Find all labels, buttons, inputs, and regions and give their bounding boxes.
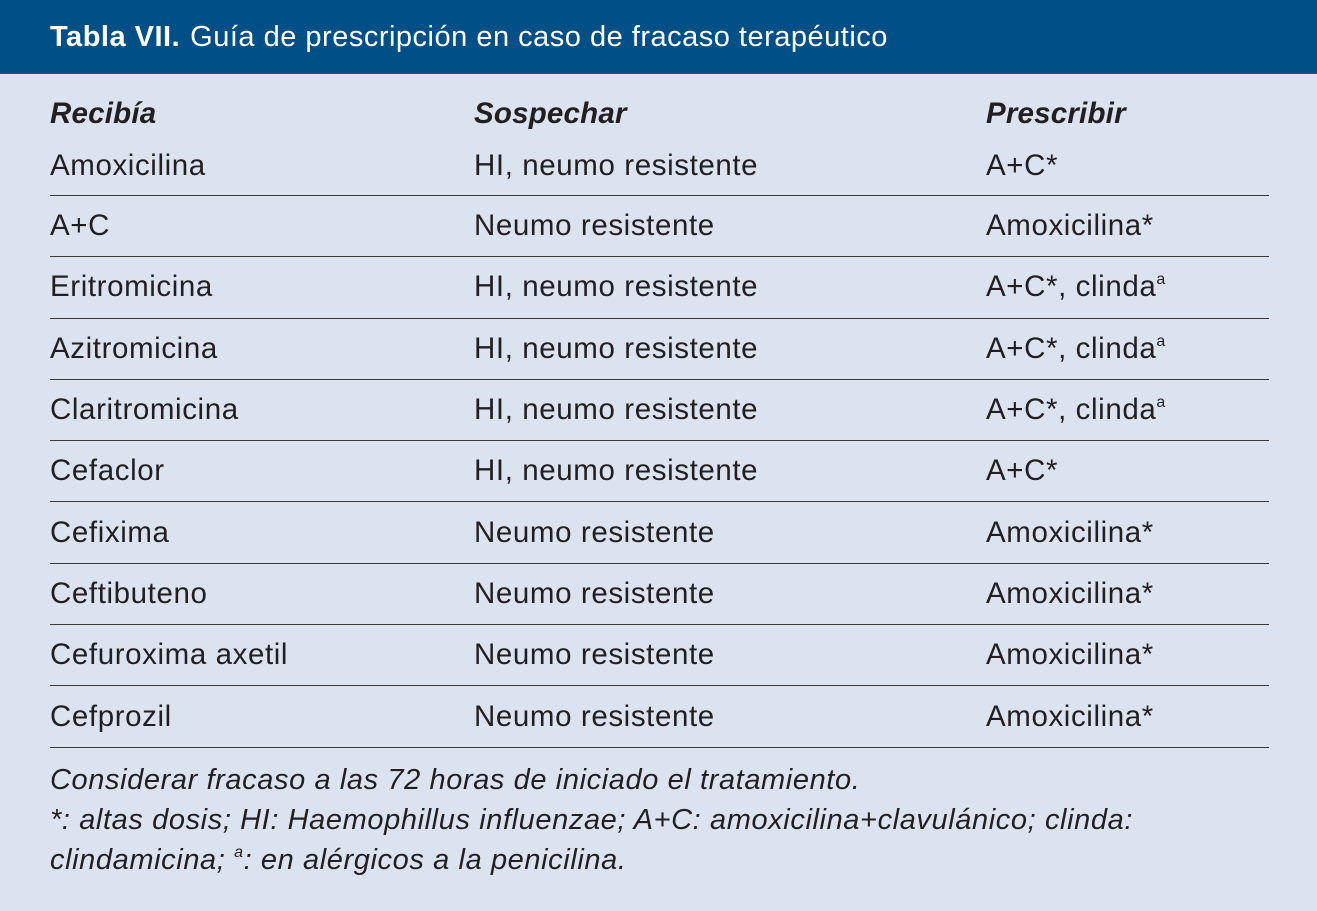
cell-prescribir [986,393,1269,427]
table-row [50,564,1269,625]
cell-recibia: Ceftibuteno [50,576,208,610]
cell-prescribir [986,149,1269,183]
header-recibia: Recibía [50,97,157,130]
footnote-marker: a [1156,332,1166,350]
table-row [50,136,1269,196]
table-row [50,625,1269,686]
cell-recibia: Amoxicilina [50,148,206,182]
footnote-line-2: *: altas dosis; HI: Haemophillus influenzae; A+C: amoxicilina+clavulánico; clinda: [50,804,1133,836]
footnote-line-1: Considerar fracaso a las 72 horas de iniciado el tratamiento. [50,764,861,796]
table-header-row [50,92,1269,136]
prescribir-text: Amoxicilina* [986,576,1154,610]
table-row [50,319,1269,380]
cell-recibia: Cefixima [50,515,170,549]
cell-sospechar: HI, neumo resistente [474,454,759,488]
table-row [50,686,1269,747]
cell-sospechar: HI, neumo resistente [474,148,759,182]
cell-sospechar: Neumo resistente [474,209,715,243]
cell-sospechar: Neumo resistente [474,699,715,733]
cell-recibia: A+C [50,209,111,243]
cell-prescribir [986,209,1269,243]
prescription-table [50,92,1269,748]
cell-sospechar: HI, neumo resistente [474,270,759,304]
footnote-line-3-prefix: clindamicina; [50,844,235,876]
footnote-line-3-suffix: : en alérgicos a la penicilina. [243,844,627,876]
footnote-marker: a [1156,394,1166,412]
header-sospechar: Sospechar [474,97,627,130]
header-prescribir: Prescribir [986,97,1126,130]
cell-sospechar: Neumo resistente [474,576,715,610]
prescribir-text: Amoxicilina* [986,515,1154,549]
cell-prescribir [986,516,1269,550]
cell-prescribir [986,270,1269,304]
table-number: Tabla VII. [50,20,181,53]
cell-recibia: Cefuroxima axetil [50,638,289,672]
table-row [50,380,1269,441]
footnote-marker: a [1156,271,1166,289]
prescribir-text: Amoxicilina* [986,209,1154,243]
cell-sospechar: HI, neumo resistente [474,331,759,365]
cell-prescribir [986,700,1269,734]
cell-prescribir [986,638,1269,672]
prescribir-text: A+C*, clinda [986,393,1157,427]
prescribir-text: A+C* [986,454,1059,488]
cell-sospechar: HI, neumo resistente [474,393,759,427]
prescribir-text: Amoxicilina* [986,699,1154,733]
cell-prescribir [986,454,1269,488]
table-row [50,502,1269,563]
cell-prescribir [986,332,1269,366]
cell-recibia: Cefprozil [50,699,172,733]
table-title-bar [0,0,1317,74]
cell-sospechar: Neumo resistente [474,515,715,549]
prescribir-text: A+C*, clinda [986,270,1157,304]
cell-recibia: Cefaclor [50,454,165,488]
table-footnotes [50,760,1275,880]
table-row [50,441,1269,502]
prescribir-text: A+C*, clinda [986,331,1157,365]
footnote-line-3 [50,840,1275,880]
cell-sospechar: Neumo resistente [474,638,715,672]
table-title: Guía de prescripción en caso de fracaso terapéutico [190,20,888,53]
footnote-marker: a [234,844,244,861]
cell-recibia: Azitromicina [50,331,218,365]
cell-prescribir [986,577,1269,611]
table-row [50,257,1269,318]
table-row [50,196,1269,257]
prescribir-text: A+C* [986,148,1059,182]
prescribir-text: Amoxicilina* [986,638,1154,672]
cell-recibia: Eritromicina [50,270,213,304]
cell-recibia: Claritromicina [50,393,239,427]
